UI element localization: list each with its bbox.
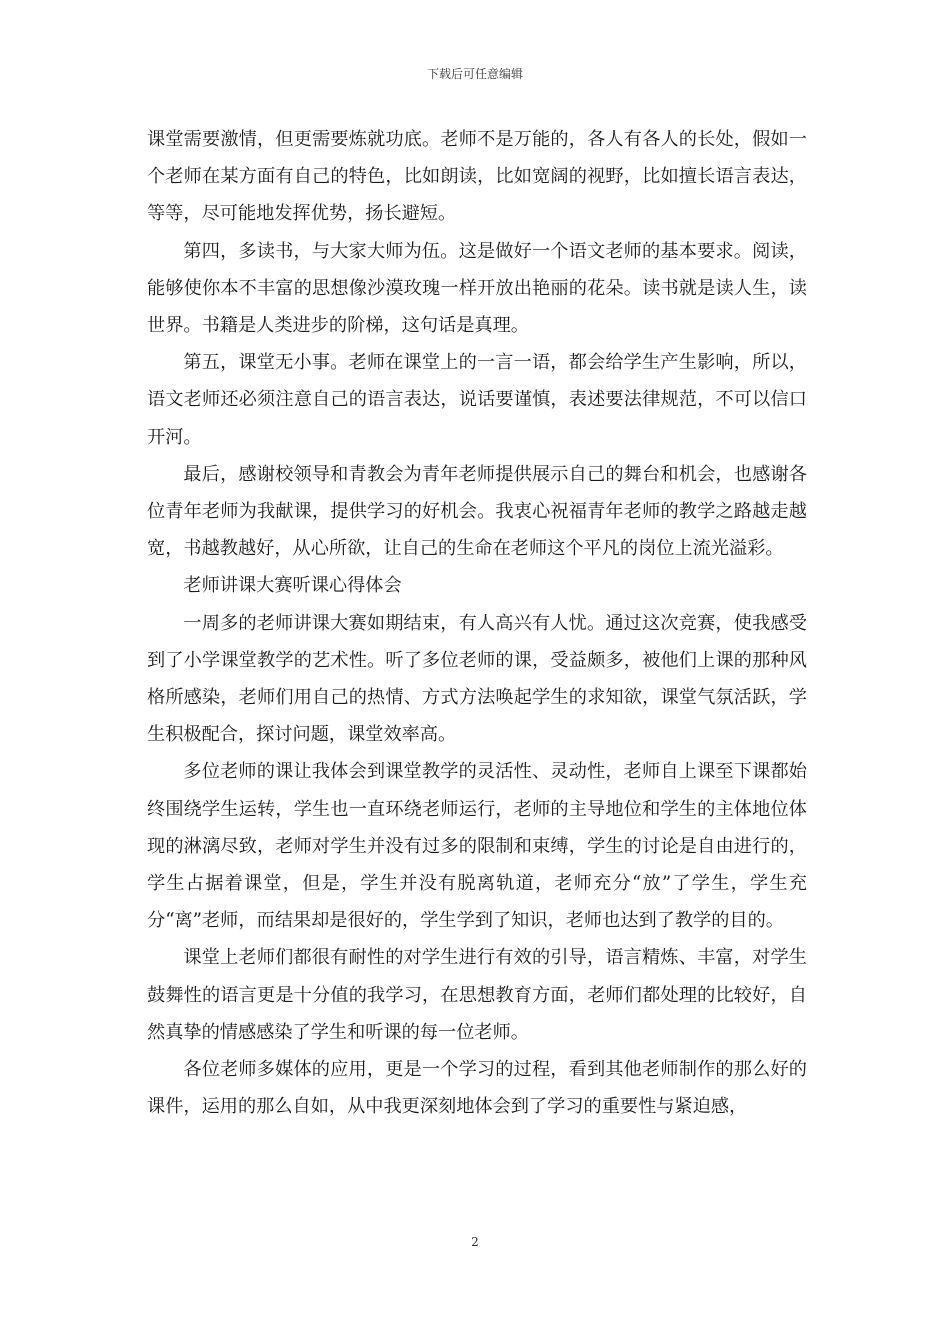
- paragraph-3: 第五，课堂无小事。老师在课堂上的一言一语，都会给学生产生影响，所以，语文老师还必须注意自己的语言表达，说话要谨慎，表述要法律规范，不可以信口开河。: [147, 352, 807, 448]
- paragraph-7: 课堂上老师们都很有耐性的对学生进行有效的引导，语言精炼、丰富，对学生鼓舞性的语言更是十分值的我学习，在思想教育方面，老师们都处理的比较好，自然真挚的情感感染了学生和听课的每一位老师。: [147, 947, 807, 1043]
- paragraph-2: 第四，多读书，与大家大师为伍。这是做好一个语文老师的基本要求。阅读，能够使你本不丰富的思想像沙漠玫瑰一样开放出艳丽的花朵。读书就是读人生，读世界。书籍是人类进步的阶梯，这句话是真理。: [147, 240, 807, 337]
- page-number: 2: [471, 1235, 479, 1249]
- paragraph-8: 各位老师多媒体的应用，更是一个学习的过程，看到其他老师制作的那么好的课件，运用的那么自如，从中我更深刻地体会到了学习的重要性与紧迫感，: [147, 1059, 807, 1118]
- section-title: 老师讲课大赛听课心得体会: [183, 575, 402, 597]
- paragraph-5: 一周多的老师讲课大赛如期结束，有人高兴有人忧。通过这次竞赛，使我感受到了小学课堂教学的艺术性。听了多位老师的课，受益颇多，被他们上课的那种风格所感染，老师们用自己的热情、方式方法唤起学生的求知欲，课堂气氛活跃，学生积极配合，探讨问题，课堂效率高。: [147, 612, 807, 746]
- paragraph-1: 课堂需要激情，但更需要炼就功底。老师不是万能的，各人有各人的长处，假如一个老师在某方面有自己的特色，比如朗读，比如宽阔的视野，比如擅长语言表达，等等，尽可能地发挥优势，扬长避短。: [147, 129, 807, 225]
- paragraph-6: 多位老师的课让我体会到课堂教学的灵活性、灵动性，老师自上课至下课都始终围绕学生运转，学生也一直环绕老师运行，老师的主导地位和学生的主体地位体现的淋漓尽致，老师对学生并没有过多的限制和束缚，学生的讨论是自由进行的，学生占据着课堂，但是，学生并没有脱离轨道，老师充分“放”了学生，学生充分“离”老师，而结果却是很好的，学生学到了知识，老师也达到了教学的目的。: [147, 761, 807, 932]
- page-header: 下载后可任意编辑: [426, 67, 523, 81]
- document-body: [147, 121, 807, 1125]
- paragraph-4: 最后，感谢校领导和青教会为青年老师提供展示自己的舞台和机会，也感谢各位青年老师为我献课，提供学习的好机会。我衷心祝福青年老师的教学之路越走越宽，书越教越好，从心所欲，让自己的生命在老师这个平凡的岗位上流光溢彩。: [147, 463, 807, 560]
